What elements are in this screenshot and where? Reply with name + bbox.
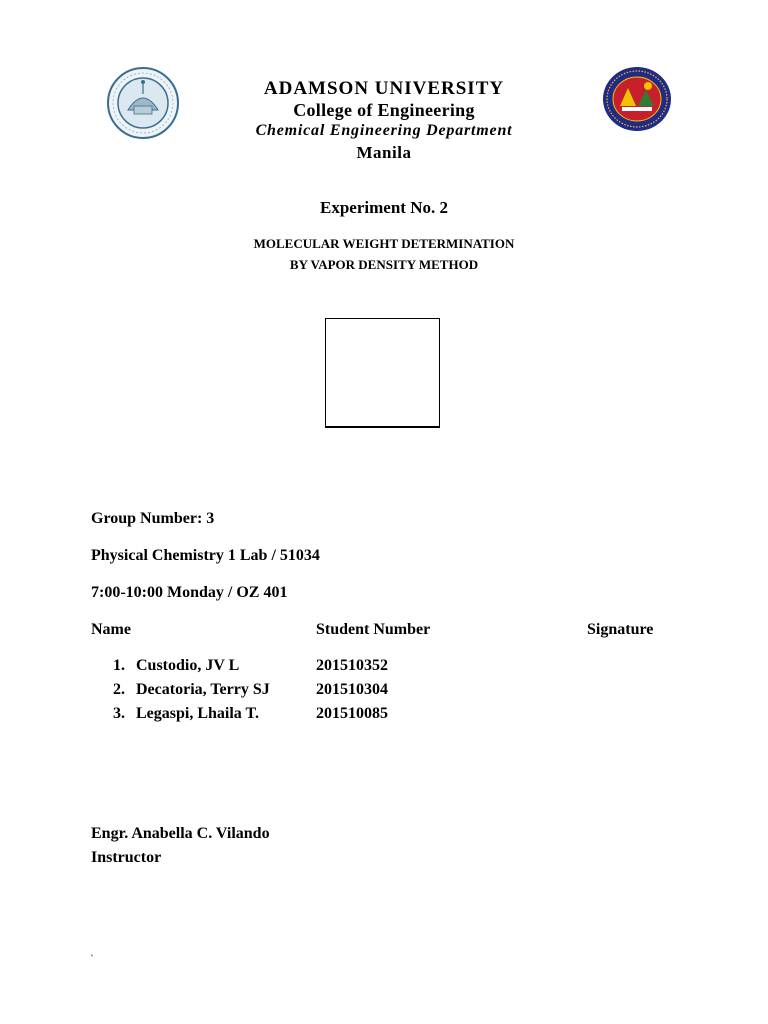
experiment-title-line-1: MOLECULAR WEIGHT DETERMINATION [253,236,515,251]
row-index: 2. [113,681,125,698]
signature-column-header: Signature [587,621,654,638]
table-row [0,705,768,729]
row-index: 3. [113,705,125,722]
member-student-number: 201510304 [316,681,388,698]
instructor-name: Engr. Anabella C. Vilando [91,825,270,842]
table-row [0,657,768,681]
department-name: Chemical Engineering Department [255,122,513,139]
row-index: 1. [113,657,125,674]
instructor-role: Instructor [91,849,162,866]
footer-mark: ` [90,952,94,966]
college-name: College of Engineering [293,100,475,120]
schedule-room: 7:00-10:00 Monday / OZ 401 [91,584,288,601]
member-name: Custodio, JV L [136,657,240,674]
member-student-number: 201510352 [316,657,388,674]
member-name: Legaspi, Lhaila T. [136,705,259,722]
student-number-column-header: Student Number [316,621,431,638]
experiment-number: Experiment No. 2 [320,198,448,217]
university-name: ADAMSON UNIVERSITY [263,78,505,99]
city-name: Manila [356,143,412,162]
experiment-title-line-2: BY VAPOR DENSITY METHOD [289,257,479,272]
name-column-header: Name [91,621,131,638]
course-code: Physical Chemistry 1 Lab / 51034 [91,547,320,564]
member-name: Decatoria, Terry SJ [136,681,270,698]
member-student-number: 201510085 [316,705,388,722]
table-row [0,681,768,705]
group-number: Group Number: 3 [91,510,215,527]
photo-placeholder-box [325,318,440,428]
